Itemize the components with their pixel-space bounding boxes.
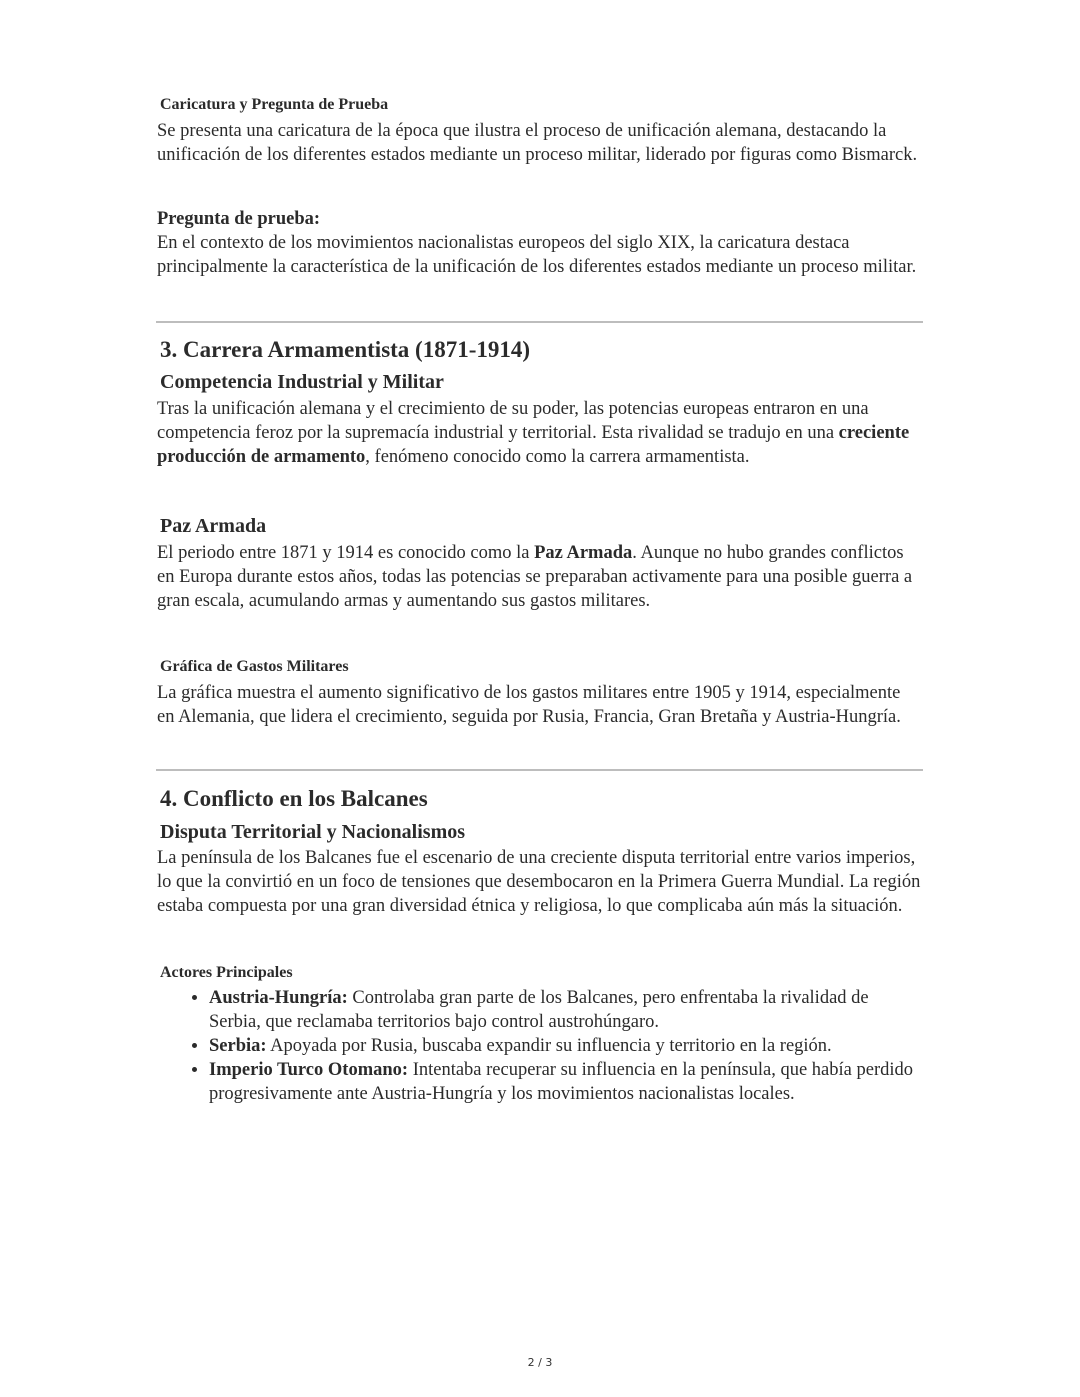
actors-list <box>157 986 922 1106</box>
military-spending-heading: Gráfica de Gastos Militares <box>160 658 349 675</box>
territorial-dispute-heading: Disputa Territorial y Nacionalismos <box>160 821 466 843</box>
text: . Aunque no hubo grandes conflictos en Europa durante estos años, todas las potencias se preparaban activamente para una posible guerra a gran escala, acumulando armas y aumentando sus gastos militares. <box>157 543 913 611</box>
industrial-competition-heading: Competencia Industrial y Militar <box>160 371 444 393</box>
section-4-title: 4. Conflicto en los Balcanes <box>160 786 428 811</box>
caricature-paragraph: Se presenta una caricatura de la época que ilustra el proceso de unificación alemana, destacando la unificación de los diferentes estados mediante un proceso militar, liderado por figuras como Bismarck. <box>157 121 918 165</box>
list-item <box>209 1034 922 1058</box>
military-spending-paragraph: La gráfica muestra el aumento significativo de los gastos militares entre 1905 y 1914, especialmente en Alemania, que lidera el crecimiento, seguida por Rusia, Francia, Gran Bretaña y Austria-Hungría. <box>157 683 901 727</box>
actor-name: Serbia: <box>209 1036 267 1056</box>
section-3-title: 3. Carrera Armamentista (1871-1914) <box>160 337 531 362</box>
text: , fenómeno conocido como la carrera armamentista. <box>365 447 750 467</box>
actor-name: Imperio Turco Otomano: <box>209 1060 409 1080</box>
caricature-heading: Caricatura y Pregunta de Prueba <box>160 96 389 113</box>
armed-peace-paragraph <box>157 541 922 613</box>
page-number: 2 / 3 <box>527 1356 553 1369</box>
balkans-paragraph: La península de los Balcanes fue el escenario de una creciente disputa territorial entre varios imperios, lo que la convirtió en un foco de tensiones que desembocaron en la Primera Guerra Mundial. La región estaba compuesta por una gran diversidad étnica y religiosa, lo que complicaba aún más la situación. <box>157 848 921 916</box>
list-item <box>209 1058 922 1106</box>
text: Tras la unificación alemana y el crecimiento de su poder, las potencias europeas entraron en una competencia feroz por la supremacía industrial y territorial. Esta rivalidad se tradujo en una <box>157 399 869 443</box>
armed-peace-heading: Paz Armada <box>160 515 267 537</box>
arms-race-paragraph <box>157 397 922 469</box>
text: El periodo entre 1871 y 1914 es conocido como la <box>157 543 535 563</box>
divider <box>156 321 923 323</box>
actor-name: Austria-Hungría: <box>209 988 348 1008</box>
actor-text: Apoyada por Rusia, buscaba expandir su influencia y territorio en la región. <box>266 1036 832 1056</box>
bold-text: Paz Armada <box>534 543 633 563</box>
main-actors-heading: Actores Principales <box>160 964 293 981</box>
divider <box>156 769 923 771</box>
question-paragraph: En el contexto de los movimientos nacionalistas europeos del siglo XIX, la caricatura destaca principalmente la característica de la unificación de los diferentes estados mediante un proceso militar. <box>157 233 917 277</box>
bold-text: creciente producción de armamento <box>157 423 910 467</box>
actor-text: Intentaba recuperar su influencia en la península, que había perdido progresivamente ante Austria-Hungría y los movimientos nacionalistas locales. <box>209 1060 914 1104</box>
actor-text: Controlaba gran parte de los Balcanes, pero enfrentaba la rivalidad de Serbia, que reclamaba territorios bajo control austrohúngaro. <box>209 988 869 1032</box>
question-label: Pregunta de prueba: <box>157 209 321 229</box>
list-item <box>209 986 922 1034</box>
